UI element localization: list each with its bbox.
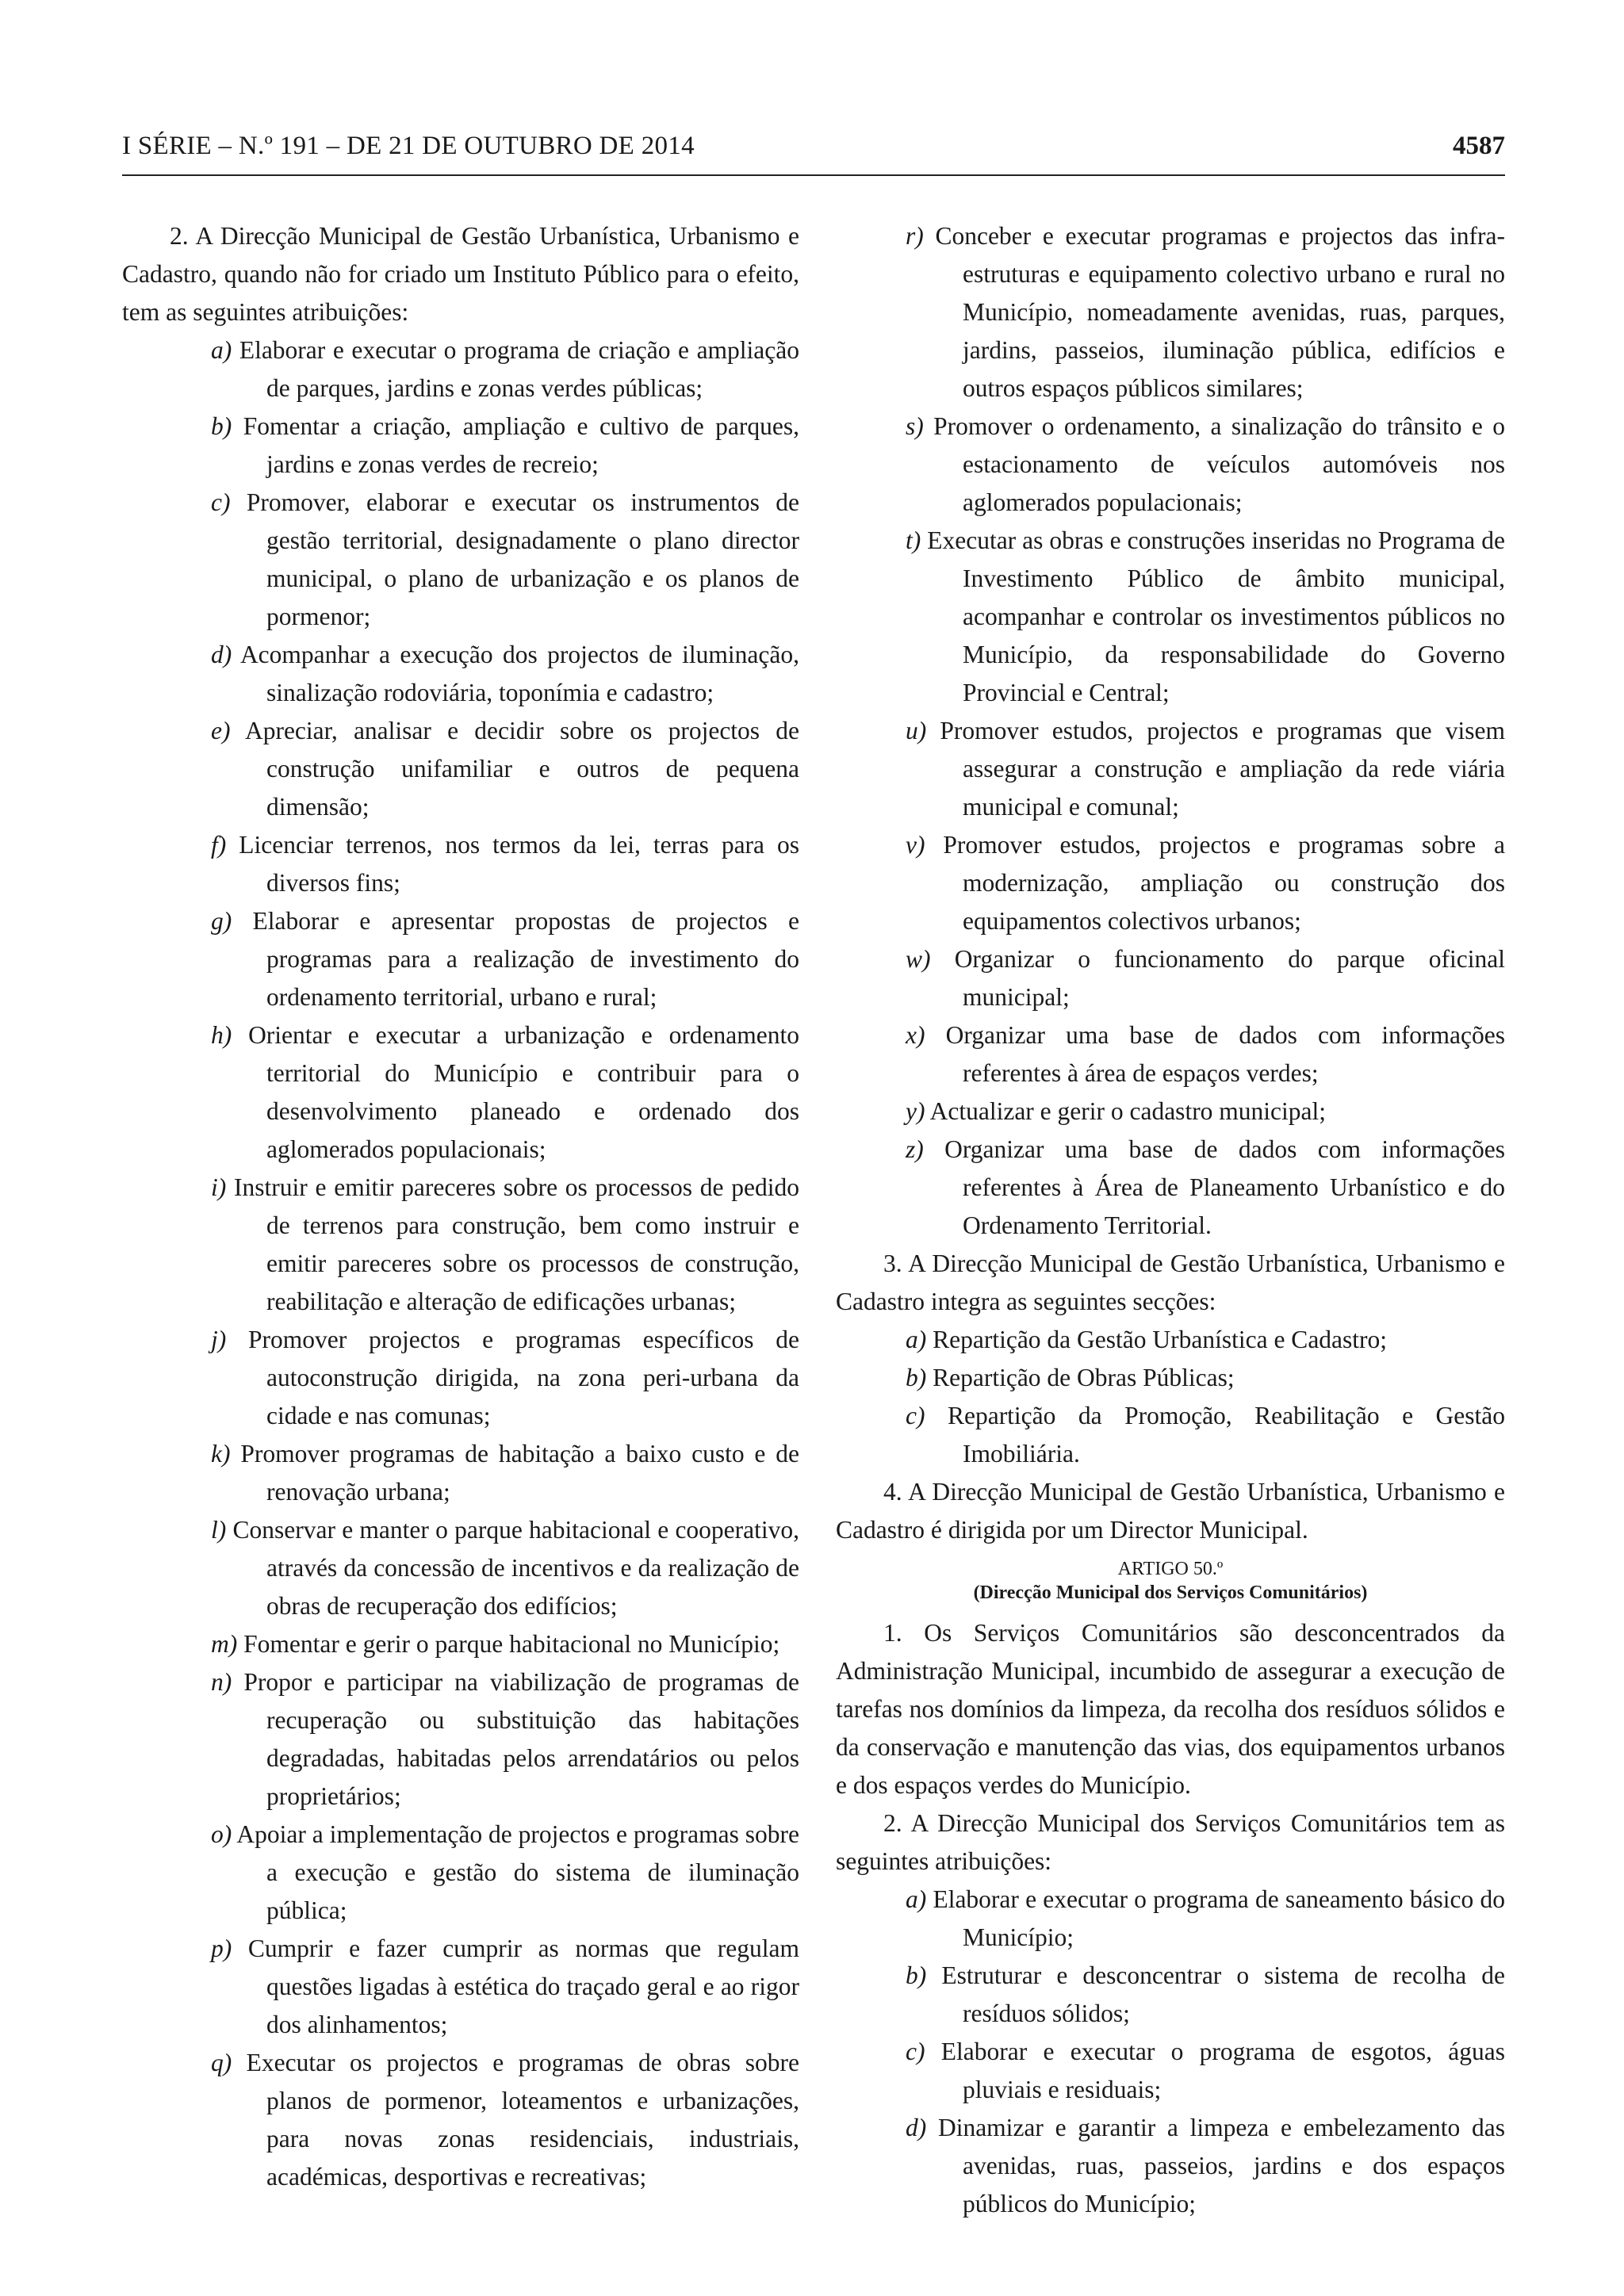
list-item: [836, 1957, 1505, 2033]
item-text: Promover, elaborar e executar os instrumentos de gestão territorial, designadamente o plano director municipal, o plano de urbanização e os planos de pormenor;: [246, 488, 800, 630]
article-paragraph-1: 1. Os Serviços Comunitários são desconcentrados da Administração Municipal, incumbido de assegurar a execução de tarefas nos domínios da limpeza, da recolha dos resíduos sólidos e da conservação e manutenção das vias, dos equipamentos urbanos e dos espaços verdes do Município.: [836, 1619, 1505, 1799]
item-label: n): [211, 1668, 232, 1696]
item-label: k): [211, 1440, 231, 1468]
list-item: [122, 1816, 799, 1930]
item-label: f): [211, 831, 227, 859]
item-text: Cumprir e fazer cumprir as normas que regulam questões ligadas à estética do traçado geral e ao rigor dos alinhamentos;: [247, 1934, 799, 2038]
item-text: Conservar e manter o parque habitacional e cooperativo, através da concessão de incentivos e da realização de obras de recuperação dos edifícios;: [232, 1516, 800, 1620]
item-label: l): [211, 1516, 227, 1544]
item-text: Fomentar e gerir o parque habitacional no Município;: [243, 1630, 780, 1658]
item-label: r): [906, 222, 924, 250]
item-text: Organizar o funcionamento do parque oficinal municipal;: [954, 945, 1506, 1011]
article-subheading: (Direcção Municipal dos Serviços Comunitários): [973, 1582, 1368, 1603]
paragraph-3: 3. A Direcção Municipal de Gestão Urbanística, Urbanismo e Cadastro integra as seguintes secções:: [836, 1249, 1505, 1315]
item-label: w): [906, 945, 931, 973]
item-text: Repartição da Promoção, Reabilitação e Gestão Imobiliária.: [947, 1402, 1505, 1468]
item-label: d): [211, 641, 232, 668]
item-label: a): [211, 336, 232, 364]
left-column: [122, 217, 799, 2196]
attributions-list: [122, 331, 799, 2196]
list-item: [122, 902, 799, 1016]
right-column: [836, 217, 1505, 2223]
item-text: Repartição da Gestão Urbanística e Cadastro;: [933, 1326, 1388, 1353]
list-item: [836, 408, 1505, 522]
item-text: Promover projectos e programas específicos de autoconstrução dirigida, na zona peri-urbana da cidade e nas comunas;: [248, 1326, 800, 1429]
list-item: [836, 1397, 1505, 1473]
list-item: [122, 2044, 799, 2196]
list-item: [122, 1321, 799, 1435]
item-text: Promover estudos, projectos e programas que visem assegurar a construção e ampliação da rede viária municipal e comunal;: [940, 717, 1506, 821]
list-item: [122, 331, 799, 408]
item-text: Executar os projectos e programas de obras sobre planos de pormenor, loteamentos e urbanizações, para novas zonas residenciais, industriais, académicas, desportivas e recreativas;: [246, 2049, 799, 2191]
list-item: [836, 522, 1505, 712]
item-text: Conceber e executar programas e projectos das infra-estruturas e equipamento colectivo urbano e rural no Município, nomeadamente avenidas, ruas, parques, jardins, passeios, iluminação pública, edifícios e outros espaços públicos similares;: [935, 222, 1506, 402]
list-item: [122, 712, 799, 826]
item-label: b): [906, 1961, 927, 1989]
item-label: g): [211, 907, 232, 935]
item-label: s): [906, 412, 924, 440]
list-item: [836, 1093, 1505, 1131]
list-item: [122, 1663, 799, 1816]
item-label: e): [211, 717, 231, 744]
list-item: [836, 1321, 1505, 1359]
item-text: Elaborar e executar o programa de criação e ampliação de parques, jardins e zonas verdes públicas;: [239, 336, 799, 402]
item-text: Promover estudos, projectos e programas sobre a modernização, ampliação ou construção dos equipamentos colectivos urbanos;: [943, 831, 1506, 935]
item-label: x): [906, 1021, 925, 1049]
attributions-list-continued: [836, 217, 1505, 1245]
item-text: Orientar e executar a urbanização e ordenamento territorial do Município e contribuir para o desenvolvimento planeado e ordenado dos aglomerados populacionais;: [248, 1021, 800, 1163]
article-heading: ARTIGO 50.º: [1117, 1559, 1224, 1579]
item-label: b): [211, 412, 232, 440]
item-text: Executar as obras e construções inseridas no Programa de Investimento Público de âmbito municipal, acompanhar e controlar os investimentos públicos no Município, da responsabilidade do Governo Provincial e Central;: [927, 526, 1505, 706]
item-label: y): [906, 1097, 925, 1125]
paragraph-4: 4. A Direcção Municipal de Gestão Urbanística, Urbanismo e Cadastro é dirigida por um Director Municipal.: [836, 1478, 1505, 1544]
item-text: Apoiar a implementação de projectos e programas sobre a execução e gestão do sistema de iluminação pública;: [236, 1820, 799, 1924]
item-label: a): [906, 1885, 927, 1913]
item-text: Licenciar terrenos, nos termos da lei, terras para os diversos fins;: [239, 831, 800, 897]
item-label: v): [906, 831, 925, 859]
item-text: Dinamizar e garantir a limpeza e embelezamento das avenidas, ruas, passeios, jardins e dos espaços públicos do Município;: [937, 2114, 1505, 2218]
item-text: Organizar uma base de dados com informações referentes à Área de Planeamento Urbanístico e do Ordenamento Territorial.: [944, 1135, 1506, 1239]
item-text: Repartição de Obras Públicas;: [933, 1364, 1235, 1391]
item-text: Propor e participar na viabilização de programas de recuperação ou substituição das habitações degradadas, habitadas pelos arrendatários ou pelos proprietários;: [243, 1668, 800, 1810]
list-item: [836, 1016, 1505, 1093]
item-text: Elaborar e executar o programa de saneamento básico do Município;: [933, 1885, 1505, 1951]
item-label: p): [211, 1934, 232, 1962]
list-item: [836, 826, 1505, 940]
item-text: Instruir e emitir pareceres sobre os processos de pedido de terrenos para construção, bem como instruir e emitir pareceres sobre os processos de construção, reabilitação e alteração de edificações urbanas;: [234, 1173, 800, 1315]
list-item: [122, 1169, 799, 1321]
item-label: o): [211, 1820, 232, 1848]
item-label: u): [906, 717, 927, 744]
sections-list: [836, 1321, 1505, 1473]
item-label: j): [211, 1326, 227, 1353]
paragraph-2: 2. A Direcção Municipal de Gestão Urbanística, Urbanismo e Cadastro, quando não for criado um Instituto Público para o efeito, tem as seguintes atribuições:: [122, 222, 799, 326]
item-label: a): [906, 1326, 927, 1353]
item-text: Elaborar e executar o programa de esgotos, águas pluviais e residuais;: [940, 2038, 1506, 2103]
list-item: [122, 1625, 799, 1663]
item-text: Apreciar, analisar e decidir sobre os projectos de construção unifamiliar e outros de pequena dimensão;: [244, 717, 799, 821]
page-header: [122, 132, 1505, 176]
item-text: Promover programas de habitação a baixo custo e de renovação urbana;: [240, 1440, 800, 1506]
item-label: b): [906, 1364, 927, 1391]
item-label: h): [211, 1021, 232, 1049]
item-label: z): [906, 1135, 924, 1163]
list-item: [836, 2033, 1505, 2109]
page-number: 4587: [1453, 132, 1505, 160]
item-label: m): [211, 1630, 238, 1658]
list-item: [836, 712, 1505, 826]
item-label: q): [211, 2049, 232, 2076]
item-text: Actualizar e gerir o cadastro municipal;: [929, 1097, 1327, 1125]
list-item: [836, 940, 1505, 1016]
item-label: c): [211, 488, 231, 516]
item-label: t): [906, 526, 921, 554]
item-text: Elaborar e apresentar propostas de projectos e programas para a realização de investimento do ordenamento territorial, urbano e rural;: [252, 907, 800, 1011]
list-item: [122, 1016, 799, 1169]
list-item: [122, 636, 799, 712]
item-label: d): [906, 2114, 927, 2141]
item-text: Organizar uma base de dados com informações referentes à área de espaços verdes;: [945, 1021, 1506, 1087]
item-text: Estruturar e desconcentrar o sistema de recolha de resíduos sólidos;: [941, 1961, 1506, 2027]
list-item: [122, 484, 799, 636]
list-item: [122, 1930, 799, 2044]
journal-series-title: I SÉRIE – N.º 191 – DE 21 DE OUTUBRO DE 2014: [122, 132, 695, 160]
item-text: Promover o ordenamento, a sinalização do trânsito e o estacionamento de veículos automóveis nos aglomerados populacionais;: [933, 412, 1505, 516]
list-item: [836, 1131, 1505, 1245]
item-text: Acompanhar a execução dos projectos de iluminação, sinalização rodoviária, toponímia e cadastro;: [239, 641, 800, 706]
list-item: [836, 2109, 1505, 2223]
list-item: [836, 1359, 1505, 1397]
list-item: [836, 1881, 1505, 1957]
item-label: i): [211, 1173, 227, 1201]
list-item: [122, 408, 799, 484]
list-item: [836, 217, 1505, 408]
item-label: c): [906, 2038, 925, 2065]
list-item: [122, 1435, 799, 1511]
list-item: [122, 826, 799, 902]
article-attributions-list: [836, 1881, 1505, 2223]
item-label: c): [906, 1402, 925, 1429]
item-text: Fomentar a criação, ampliação e cultivo de parques, jardins e zonas verdes de recreio;: [243, 412, 800, 478]
article-paragraph-2: 2. A Direcção Municipal dos Serviços Comunitários tem as seguintes atribuições:: [836, 1809, 1505, 1875]
list-item: [122, 1511, 799, 1625]
